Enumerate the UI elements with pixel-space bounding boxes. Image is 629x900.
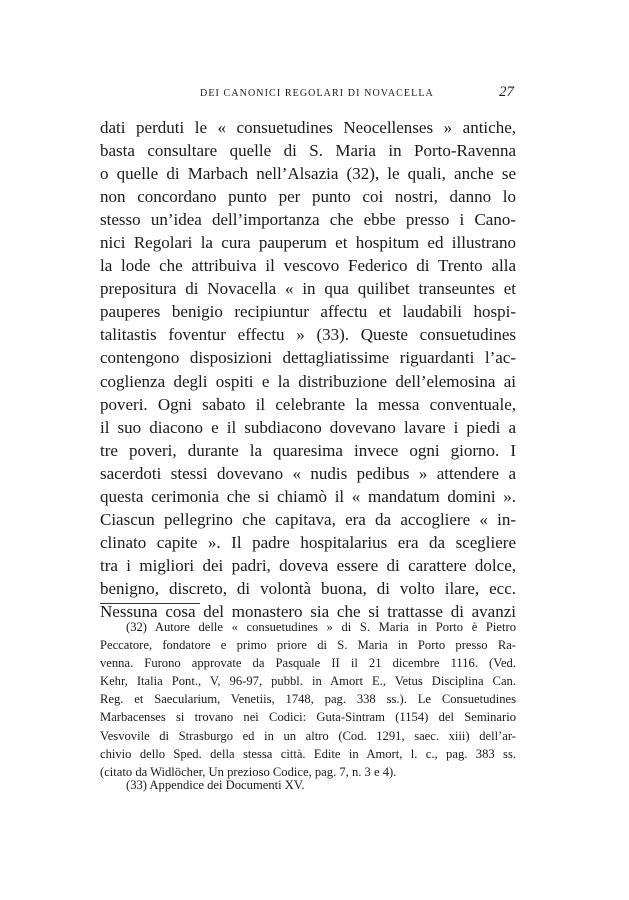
body-line: stesso un’idea dell’importanza che ebbe presso i Cano- bbox=[100, 210, 516, 230]
footnote-divider bbox=[100, 603, 200, 604]
body-line: Nessuna cosa del monastero sia che si trattasse di avanzi bbox=[100, 601, 516, 621]
body-line: tre poveri, durante la quaresima invece ogni giorno. I bbox=[100, 440, 516, 460]
footnote-line: Reg. et Saecularium, Venetiis, 1748, pag. 338 ss.). Le Consuetudines bbox=[100, 692, 516, 707]
running-header bbox=[100, 86, 516, 104]
footnote-33: (33) Appendice dei Documenti XV. bbox=[126, 778, 305, 792]
body-line: il suo diacono e il subdiacono dovevano lavare i piedi a bbox=[100, 417, 516, 437]
body-line: poveri. Ogni sabato il celebrante la messa conventuale, bbox=[100, 394, 516, 414]
body-line: pauperes benigio recipiuntur affectu et laudabili hospi- bbox=[100, 302, 516, 322]
running-title: DEI CANONICI REGOLARI DI NOVACELLA bbox=[200, 88, 434, 99]
body-line: non concordano punto per punto coi nostri, danno lo bbox=[100, 187, 516, 207]
footnote-line: chivio dello Sped. della stessa città. Edite in Amort, l. c., pag. 383 ss. bbox=[100, 746, 516, 761]
body-line: la lode che attribuiva il vescovo Federico di Trento alla bbox=[100, 256, 516, 276]
body-line: coglienza degli ospiti e la distribuzione dell’elemosina ai bbox=[100, 371, 516, 391]
footnote-line: (citato da Widlöcher, Un prezioso Codice, pag. 7, n. 3 e 4). bbox=[100, 764, 397, 779]
body-line: talitastis foventur effectu » (33). Queste consuetudines bbox=[100, 325, 516, 345]
body-line: tra i migliori dei padri, doveva essere di carattere dolce, bbox=[100, 555, 516, 575]
body-line: dati perduti le « consuetudines Neocellenses » antiche, bbox=[100, 118, 516, 137]
footnote-line: Marbacenses si trovano nei Codici: Guta-Sintram (1154) del Seminario bbox=[100, 710, 516, 725]
footnote-line: Peccatore, fondatore e primo priore di S. Maria in Porto presso Ra- bbox=[100, 638, 516, 653]
body-line: basta consultare quelle di S. Maria in Porto-Ravenna bbox=[100, 141, 516, 161]
body-line: sacerdoti stessi dovevano « nudis pedibus » attendere a bbox=[100, 463, 516, 483]
footnote-32 bbox=[100, 618, 516, 781]
body-line: o quelle di Marbach nell’Alsazia (32), le quali, anche se bbox=[100, 164, 516, 184]
body-line: contengono disposizioni dettagliatissime riguardanti l’ac- bbox=[100, 348, 516, 368]
body-line: Ciascun pellegrino che capitava, era da accogliere « in- bbox=[100, 509, 516, 529]
body-line: prepositura di Novacella « in qua quilibet transeuntes et bbox=[100, 279, 516, 299]
body-line: clinato capite ». Il padre hospitalarius era da scegliere bbox=[100, 532, 516, 552]
footnote-line: Vesvovile di Strasburgo ed in un altro (Cod. 1291, saec. xiii) dell’ar- bbox=[100, 728, 516, 743]
body-text bbox=[100, 116, 516, 623]
footnote-line: (32) Autore delle « consuetudines » di S. Maria in Porto è Pietro bbox=[126, 620, 516, 634]
body-line: benigno, discreto, di volontà buona, di volto ilare, ecc. bbox=[100, 578, 516, 598]
page-number: 27 bbox=[499, 84, 514, 100]
body-line: nici Regolari la cura pauperum et hospitum ed illustrano bbox=[100, 233, 516, 253]
footnote-line: Kehr, Italia Pont., V, 96-97, pubbl. in Amort E., Vetus Disciplina Can. bbox=[100, 674, 516, 689]
body-line: questa cerimonia che si chiamò il « mandatum domini ». bbox=[100, 486, 516, 506]
footnote-line: venna. Furono approvate da Pasquale II il 21 dicembre 1116. (Ved. bbox=[100, 656, 516, 671]
